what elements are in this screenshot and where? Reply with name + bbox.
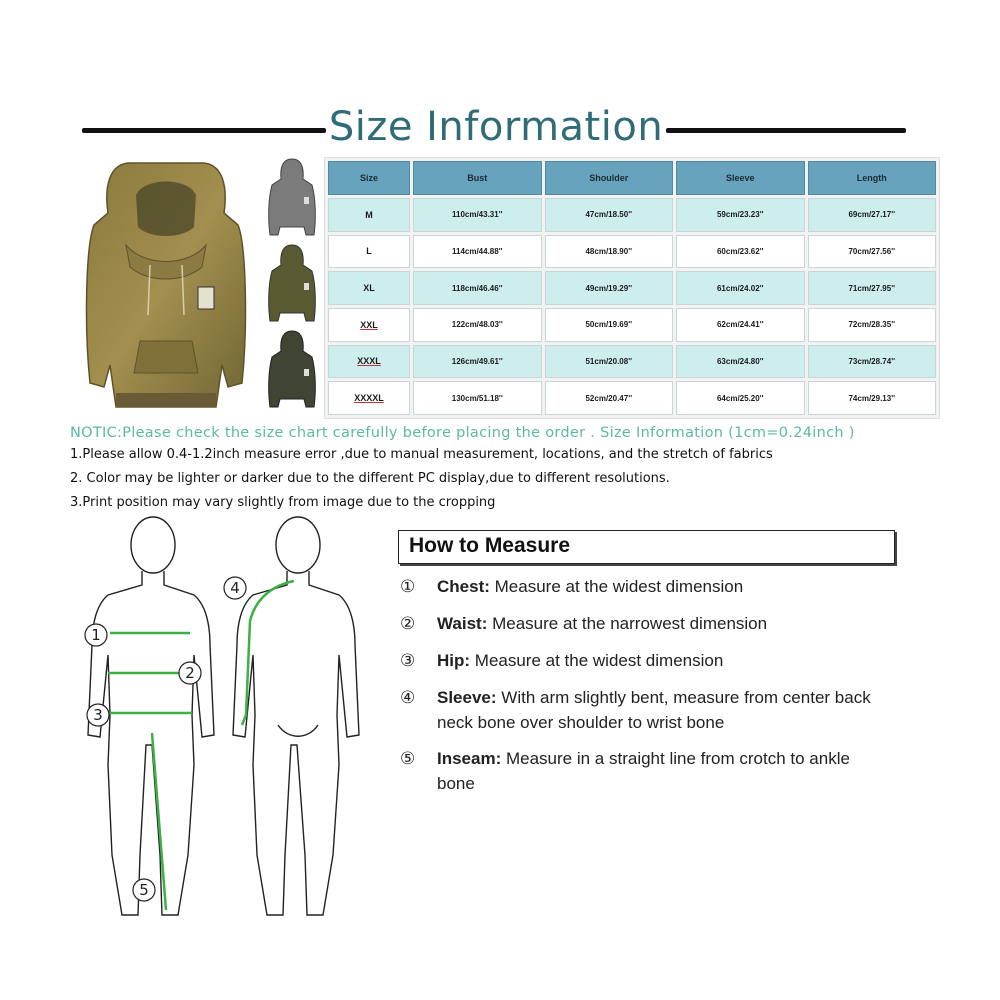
title-banner — [80, 100, 910, 156]
measure-label: Waist: — [437, 614, 488, 633]
measure-label: Hip: — [437, 651, 471, 670]
note-measure-error: 1.Please allow 0.4-1.2inch measure error ,due to manual measurement, locations, and the stretch of fabrics — [70, 447, 773, 462]
measure-text: Measure at the widest dimension — [474, 651, 724, 670]
measure-text: Measure in a straight line from crotch to ankle bone — [437, 749, 850, 793]
header-bust: Bust — [413, 161, 542, 195]
cell-size-text: XXL — [360, 319, 378, 330]
cell-shoulder: 51cm/20.08'' — [545, 345, 674, 379]
note-color: 2. Color may be lighter or darker due to the different PC display,due to different resolutions. — [70, 471, 670, 486]
hoodie-dark-thumbnail — [269, 331, 316, 407]
cell-length: 69cm/27.17'' — [808, 198, 937, 232]
cell-bust: 118cm/46.46'' — [413, 271, 542, 305]
cell-length: 70cm/27.56'' — [808, 235, 937, 269]
cell-shoulder: 52cm/20.47'' — [545, 381, 674, 415]
marker-4-label: 4 — [230, 579, 240, 597]
cell-shoulder: 48cm/18.90'' — [545, 235, 674, 269]
measure-text: Measure at the widest dimension — [494, 577, 744, 596]
measure-text: With arm slightly bent, measure from center back neck bone over shoulder to wrist bone — [437, 688, 871, 732]
cell-sleeve: 64cm/25.20'' — [676, 381, 805, 415]
hoodie-olive-thumbnail — [269, 245, 316, 321]
measure-number: ③ — [400, 651, 416, 670]
header-size: Size — [328, 161, 410, 195]
title-divider-left — [82, 128, 326, 133]
cell-size: M — [328, 198, 410, 232]
cell-length: 71cm/27.95'' — [808, 271, 937, 305]
cell-size: L — [328, 235, 410, 269]
body-outline-illustration — [78, 515, 378, 935]
measure-number: ② — [400, 614, 416, 633]
hoodie-main-photo — [64, 155, 326, 417]
cell-bust: 114cm/44.88'' — [413, 235, 542, 269]
note-print-position: 3.Print position may vary slightly from image due to the cropping — [70, 495, 496, 510]
marker-5-label: 5 — [139, 881, 149, 899]
cell-shoulder: 49cm/19.29'' — [545, 271, 674, 305]
cell-size-text: XXXL — [357, 356, 381, 367]
page-title: Size Information — [328, 104, 664, 150]
table-row — [328, 381, 936, 415]
cell-bust: 130cm/51.18'' — [413, 381, 542, 415]
cell-sleeve: 60cm/23.62'' — [676, 235, 805, 269]
table-row — [328, 271, 936, 305]
size-table — [324, 157, 940, 419]
measure-label: Sleeve: — [437, 688, 497, 707]
marker-2-label: 2 — [185, 664, 195, 682]
body-back-outline — [233, 517, 359, 915]
table-row — [328, 198, 936, 232]
how-to-measure-title: How to Measure — [409, 534, 571, 557]
table-row — [328, 345, 936, 379]
cell-sleeve: 61cm/24.02'' — [676, 271, 805, 305]
measure-lines — [108, 581, 294, 910]
how-to-measure-header — [398, 530, 895, 564]
cell-size: XL — [328, 271, 410, 305]
marker-3-label: 3 — [93, 706, 103, 724]
cell-bust: 122cm/48.03'' — [413, 308, 542, 342]
header-length: Length — [808, 161, 937, 195]
cell-size — [328, 381, 410, 415]
measure-number: ④ — [400, 688, 416, 707]
table-header-row — [328, 161, 936, 195]
cell-shoulder: 47cm/18.50'' — [545, 198, 674, 232]
title-divider-right — [666, 128, 906, 133]
measurement-figure — [78, 515, 378, 935]
cell-sleeve: 59cm/23.23'' — [676, 198, 805, 232]
cell-shoulder: 50cm/19.69'' — [545, 308, 674, 342]
hoodie-grey-thumbnail — [269, 159, 316, 235]
cell-sleeve: 63cm/24.80'' — [676, 345, 805, 379]
measure-number: ① — [400, 577, 416, 596]
measure-label: Inseam: — [437, 749, 502, 768]
cell-length: 73cm/28.74'' — [808, 345, 937, 379]
measure-label: Chest: — [437, 577, 490, 596]
cell-size-text: XXXXL — [354, 393, 384, 404]
measure-number: ⑤ — [400, 749, 416, 768]
measure-text: Measure at the narrowest dimension — [492, 614, 768, 633]
product-photos — [64, 155, 326, 417]
table-row — [328, 308, 936, 342]
cell-bust: 126cm/49.61'' — [413, 345, 542, 379]
cell-size — [328, 345, 410, 379]
cell-length: 74cm/29.13'' — [808, 381, 937, 415]
cell-bust: 110cm/43.31'' — [413, 198, 542, 232]
cell-length: 72cm/28.35'' — [808, 308, 937, 342]
header-sleeve: Sleeve — [676, 161, 805, 195]
marker-1-label: 1 — [91, 626, 101, 644]
size-notice: NOTIC:Please check the size chart carefully before placing the order . Size Information (1cm=0.24inch ) — [70, 425, 855, 441]
cell-sleeve: 62cm/24.41'' — [676, 308, 805, 342]
header-shoulder: Shoulder — [545, 161, 674, 195]
table-row — [328, 235, 936, 269]
cell-size — [328, 308, 410, 342]
